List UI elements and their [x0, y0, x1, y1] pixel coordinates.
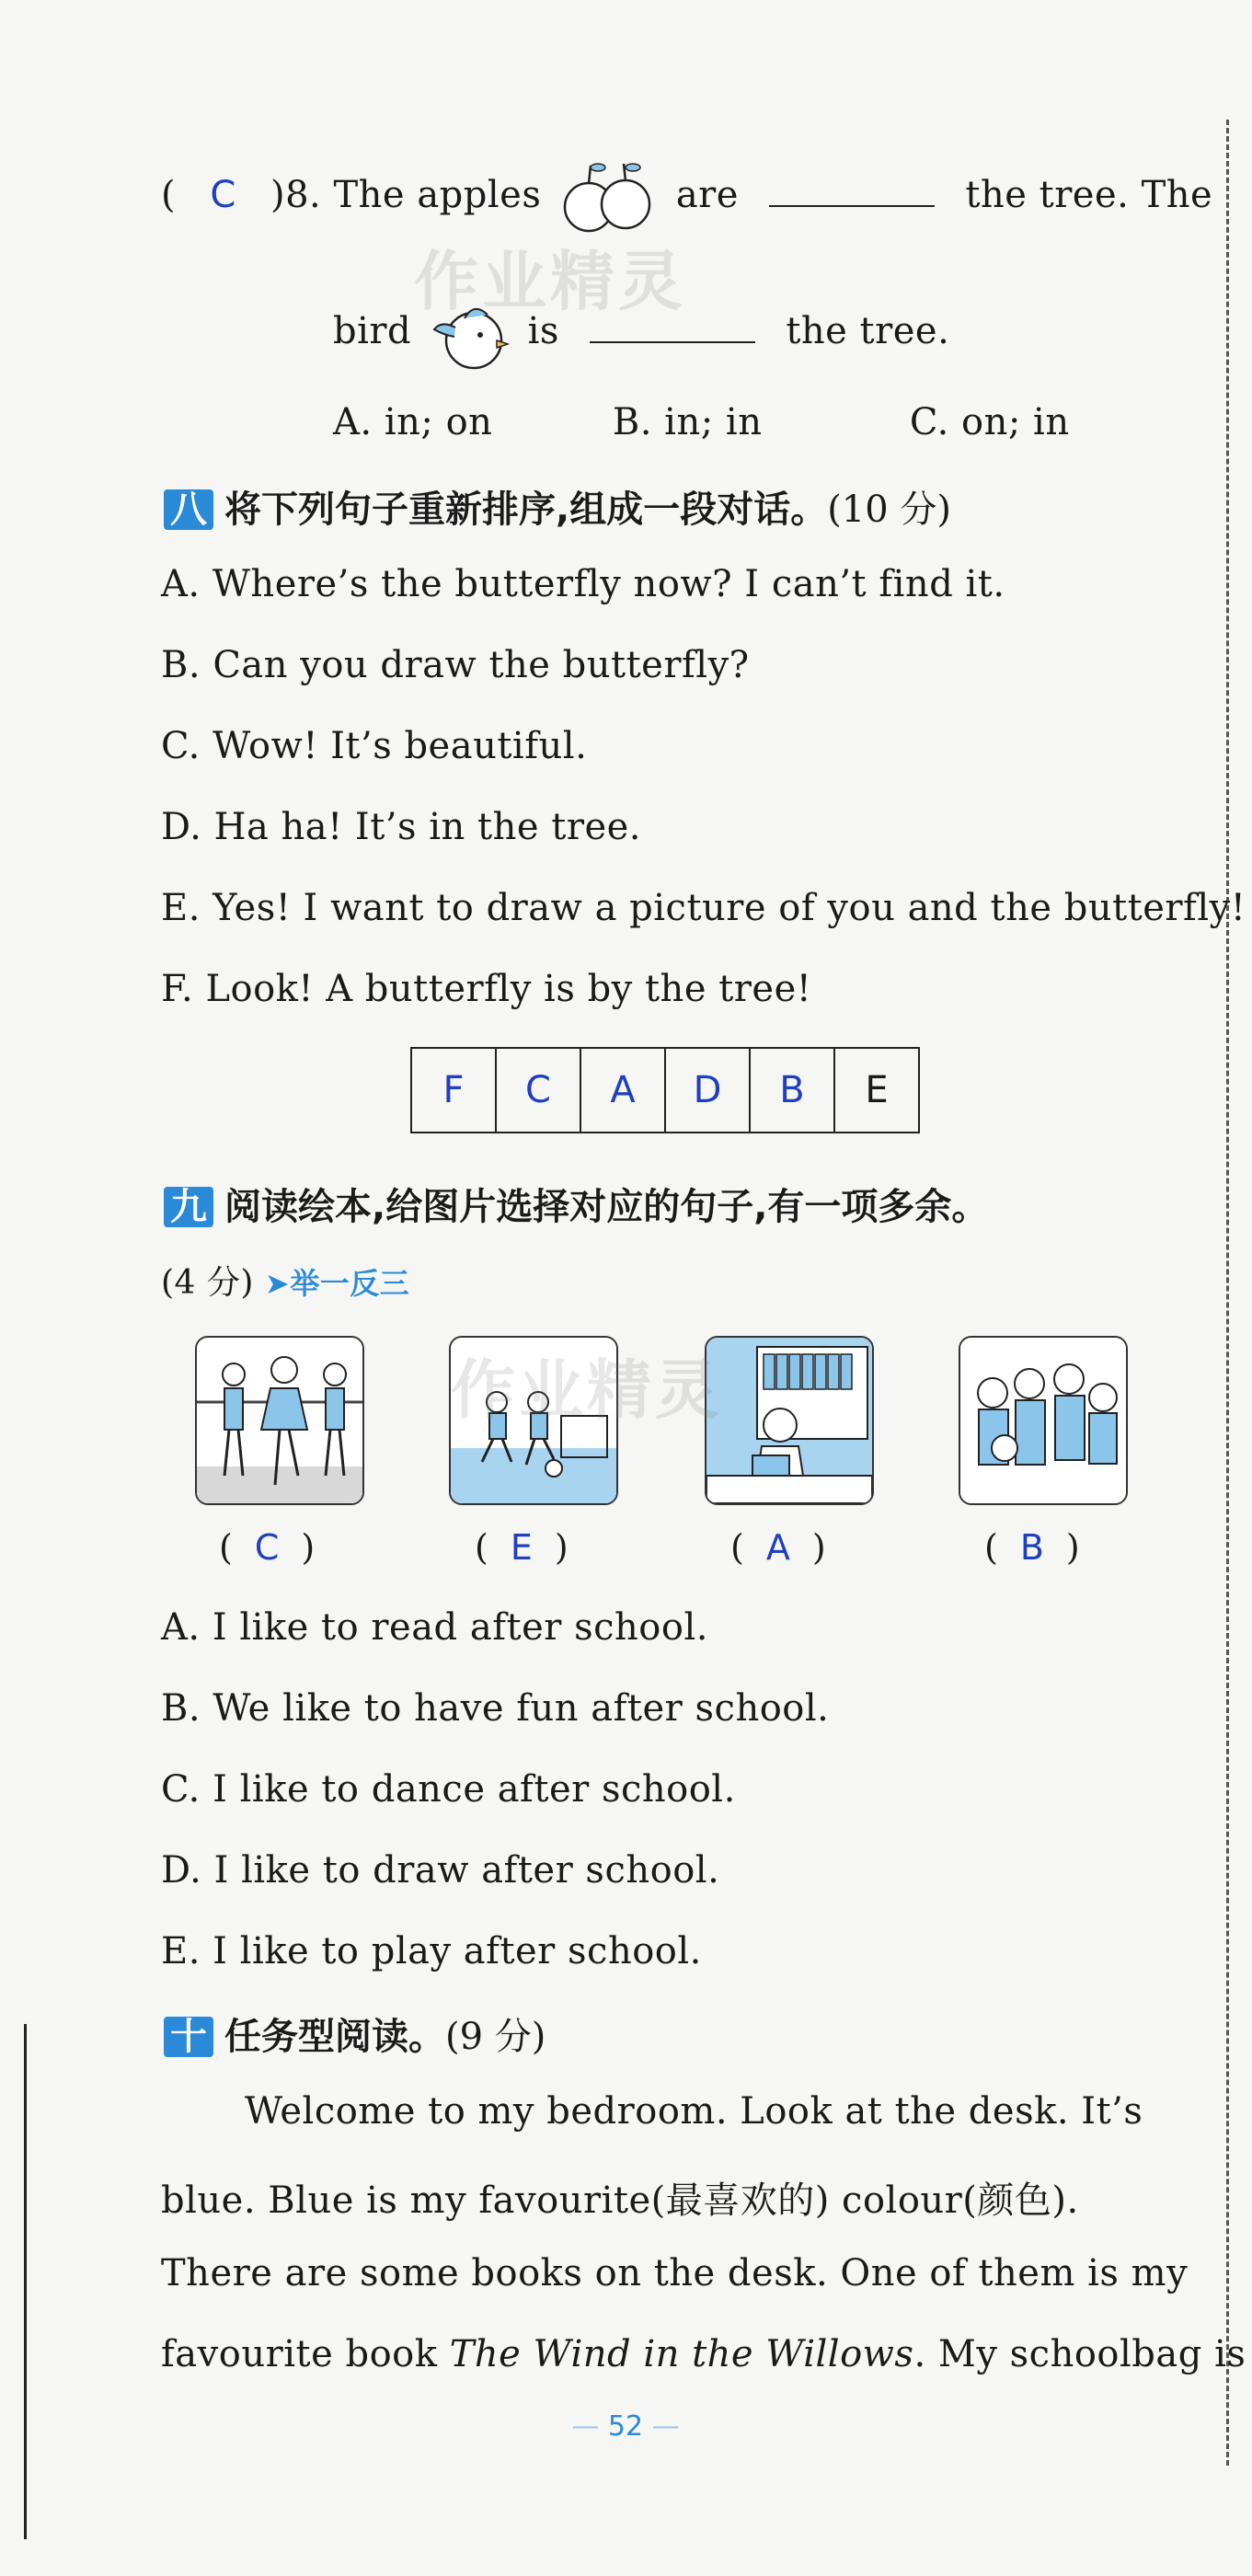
page-number: — 52 — [571, 2410, 680, 2443]
order-cell-2[interactable]: C [496, 1048, 580, 1133]
q8-answer: C [210, 174, 236, 216]
watermark-2: 作业精灵 [451, 1352, 723, 1428]
picture-answer-4: ( B ) [984, 1527, 1080, 1568]
q8-line-2: bird is the tree. [333, 293, 949, 375]
section-9-points-line: (4 分) ➤举一反三 [161, 1264, 410, 1302]
order-cell-1[interactable]: F [411, 1048, 496, 1133]
s9-sentence-c: C. I like to dance after school. [161, 1768, 736, 1811]
section-10-heading: 十 任务型阅读。(9 分) [164, 2007, 546, 2060]
picture-answer-2: ( E ) [475, 1527, 569, 1568]
book-title: The Wind in the Willows [449, 2333, 914, 2375]
order-cell-4[interactable]: D [665, 1048, 750, 1133]
section-9-heading: 九 阅读绘本,给图片选择对应的句子,有一项多余。 [164, 1178, 988, 1230]
watermark-1: 作业精灵 [414, 244, 686, 319]
order-cell-5[interactable]: B [750, 1048, 834, 1133]
picture-dance [195, 1336, 364, 1505]
picture-read [705, 1336, 874, 1505]
cut-line [1226, 120, 1229, 2466]
s9-sentence-a: A. I like to read after school. [161, 1606, 708, 1649]
s8-sentence-f: F. Look! A butterfly is by the tree! [161, 968, 812, 1010]
s8-sentence-a: A. Where’s the butterfly now? I can’t find it. [161, 563, 1005, 605]
order-answer-table [410, 1047, 920, 1133]
s8-sentence-d: D. Ha ha! It’s in the tree. [161, 806, 641, 848]
order-cell-3[interactable]: A [580, 1048, 665, 1133]
picture-answer-1: ( C ) [219, 1527, 316, 1568]
q8-line-1: ( C )8. The apples are the tree. The [161, 156, 1212, 239]
section-8-badge: 八 [164, 489, 213, 530]
passage-line-2: blue. Blue is my favourite(最喜欢的) colour(颜色). [161, 2179, 1079, 2222]
picture-answer-3: ( A ) [730, 1527, 826, 1568]
q8-blank-1[interactable] [769, 172, 935, 207]
s8-sentence-b: B. Can you draw the butterfly? [161, 644, 750, 686]
practice-tag: ➤举一反三 [264, 1266, 410, 1301]
q8-options: A. in; on B. in; in C. on; in [333, 401, 1070, 443]
section-9-badge: 九 [164, 1187, 213, 1227]
order-cell-6[interactable]: E [834, 1048, 919, 1133]
passage-line-1: Welcome to my bedroom. Look at the desk. It’s [245, 2090, 1143, 2133]
apples-icon [554, 156, 664, 239]
binding-rule [24, 2024, 27, 2539]
section-10-badge: 十 [164, 2017, 213, 2057]
passage-line-3: There are some books on the desk. One of them is my [161, 2252, 1189, 2294]
s8-sentence-e: E. Yes! I want to draw a picture of you and the butterfly! [161, 887, 1246, 929]
s9-sentence-b: B. We like to have fun after school. [161, 1687, 830, 1730]
s9-sentence-e: E. I like to play after school. [161, 1930, 702, 1972]
section-8-heading: 八 将下列句子重新排序,组成一段对话。(10 分) [164, 480, 951, 533]
s9-sentence-d: D. I like to draw after school. [161, 1849, 720, 1892]
picture-fun [959, 1336, 1128, 1505]
s8-sentence-c: C. Wow! It’s beautiful. [161, 725, 588, 767]
passage-line-4: favourite book The Wind in the Willows. My schoolbag is [161, 2333, 1246, 2375]
